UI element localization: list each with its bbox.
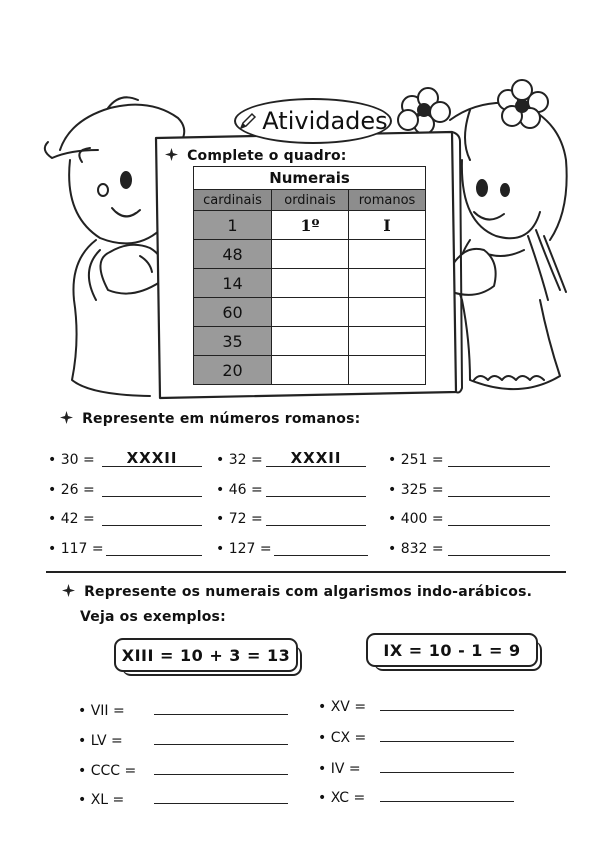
roman-cell[interactable]: I [349,211,426,240]
column-header-romanos: romanos [349,190,426,211]
answer-line[interactable] [380,741,514,742]
answer-line[interactable] [154,774,288,775]
conversion-label: • XV = [318,699,367,715]
activities-title-badge [234,98,392,144]
cardinal-cell: 48 [194,240,272,269]
table-row [194,356,426,385]
answer-value: XXXII [290,449,342,467]
answer-line[interactable] [266,496,366,497]
cardinal-cell: 1 [194,211,272,240]
roman-cell[interactable] [349,298,426,327]
cardinal-cell: 60 [194,298,272,327]
example-box-ix: IX = 10 - 1 = 9 [366,633,538,667]
roman-exercise-label: • 46 = [216,482,263,498]
ordinal-cell[interactable] [272,269,349,298]
diamond-bullet-icon [62,584,75,597]
roman-cell[interactable] [349,327,426,356]
conversion-label: • XL = [78,792,125,808]
roman-exercise-label: • 325 = [388,482,444,498]
answer-value: XXXII [126,449,178,467]
cardinal-cell: 14 [194,269,272,298]
page-title: Atividades [262,107,388,135]
answer-line[interactable] [380,801,514,802]
ordinal-cell[interactable] [272,327,349,356]
section-divider [46,571,566,573]
section1-instruction-text: Complete o quadro: [187,148,347,164]
conversion-label: • CX = [318,730,367,746]
answer-line[interactable] [448,555,550,556]
conversion-label: • LV = [78,733,123,749]
roman-exercise-label: • 127 = [216,541,272,557]
column-header-cardinais: cardinais [194,190,272,211]
roman-exercise-label: • 117 = [48,541,104,557]
cardinal-cell: 35 [194,327,272,356]
conversion-label: • CCC = [78,763,137,779]
cardinal-cell: 20 [194,356,272,385]
section2-instruction [60,411,360,427]
conversion-label: • VII = [78,703,125,719]
answer-line[interactable] [154,803,288,804]
ordinal-cell[interactable] [272,356,349,385]
diamond-bullet-icon [60,411,73,424]
section3-instruction-text: Represente os numerais com algarismos indo-arábicos. [84,584,533,600]
ordinal-cell[interactable] [272,240,349,269]
roman-exercise-label: • 32 = [216,452,263,468]
roman-cell[interactable] [349,269,426,298]
answer-line[interactable] [380,710,514,711]
answer-line[interactable] [448,496,550,497]
section3-subinstruction: Veja os exemplos: [80,609,226,625]
section2-instruction-text: Represente em números romanos: [82,411,361,427]
roman-exercise-label: • 832 = [388,541,444,557]
table-row [194,269,426,298]
answer-line[interactable] [154,714,288,715]
roman-exercise-label: • 400 = [388,511,444,527]
ordinal-cell[interactable] [272,298,349,327]
answer-line[interactable] [448,525,550,526]
roman-cell[interactable] [349,356,426,385]
roman-exercise-label: • 42 = [48,511,95,527]
roman-exercise-label: • 251 = [388,452,444,468]
roman-exercise-label: • 72 = [216,511,263,527]
answer-line[interactable] [102,525,202,526]
column-header-ordinais: ordinais [272,190,349,211]
section1-instruction [165,148,347,164]
answer-line[interactable] [106,555,202,556]
answer-line[interactable] [380,772,514,773]
answer-line[interactable] [154,744,288,745]
numerals-table [193,166,426,385]
answer-line[interactable] [102,496,202,497]
roman-cell[interactable] [349,240,426,269]
table-row [194,211,426,240]
answer-line[interactable] [274,555,368,556]
ordinal-cell[interactable]: 1º [272,211,349,240]
table-caption: Numerais [194,167,426,190]
answer-line[interactable] [266,525,366,526]
pencil-icon [238,111,258,131]
conversion-label: • XC = [318,790,366,806]
table-row [194,298,426,327]
roman-exercise-label: • 26 = [48,482,95,498]
table-row [194,327,426,356]
section3-instruction [62,584,532,600]
diamond-bullet-icon [165,148,178,161]
conversion-label: • IV = [318,761,361,777]
roman-exercise-label: • 30 = [48,452,95,468]
answer-line[interactable] [448,466,550,467]
example-box-xiii: XIII = 10 + 3 = 13 [114,638,298,672]
table-row [194,240,426,269]
